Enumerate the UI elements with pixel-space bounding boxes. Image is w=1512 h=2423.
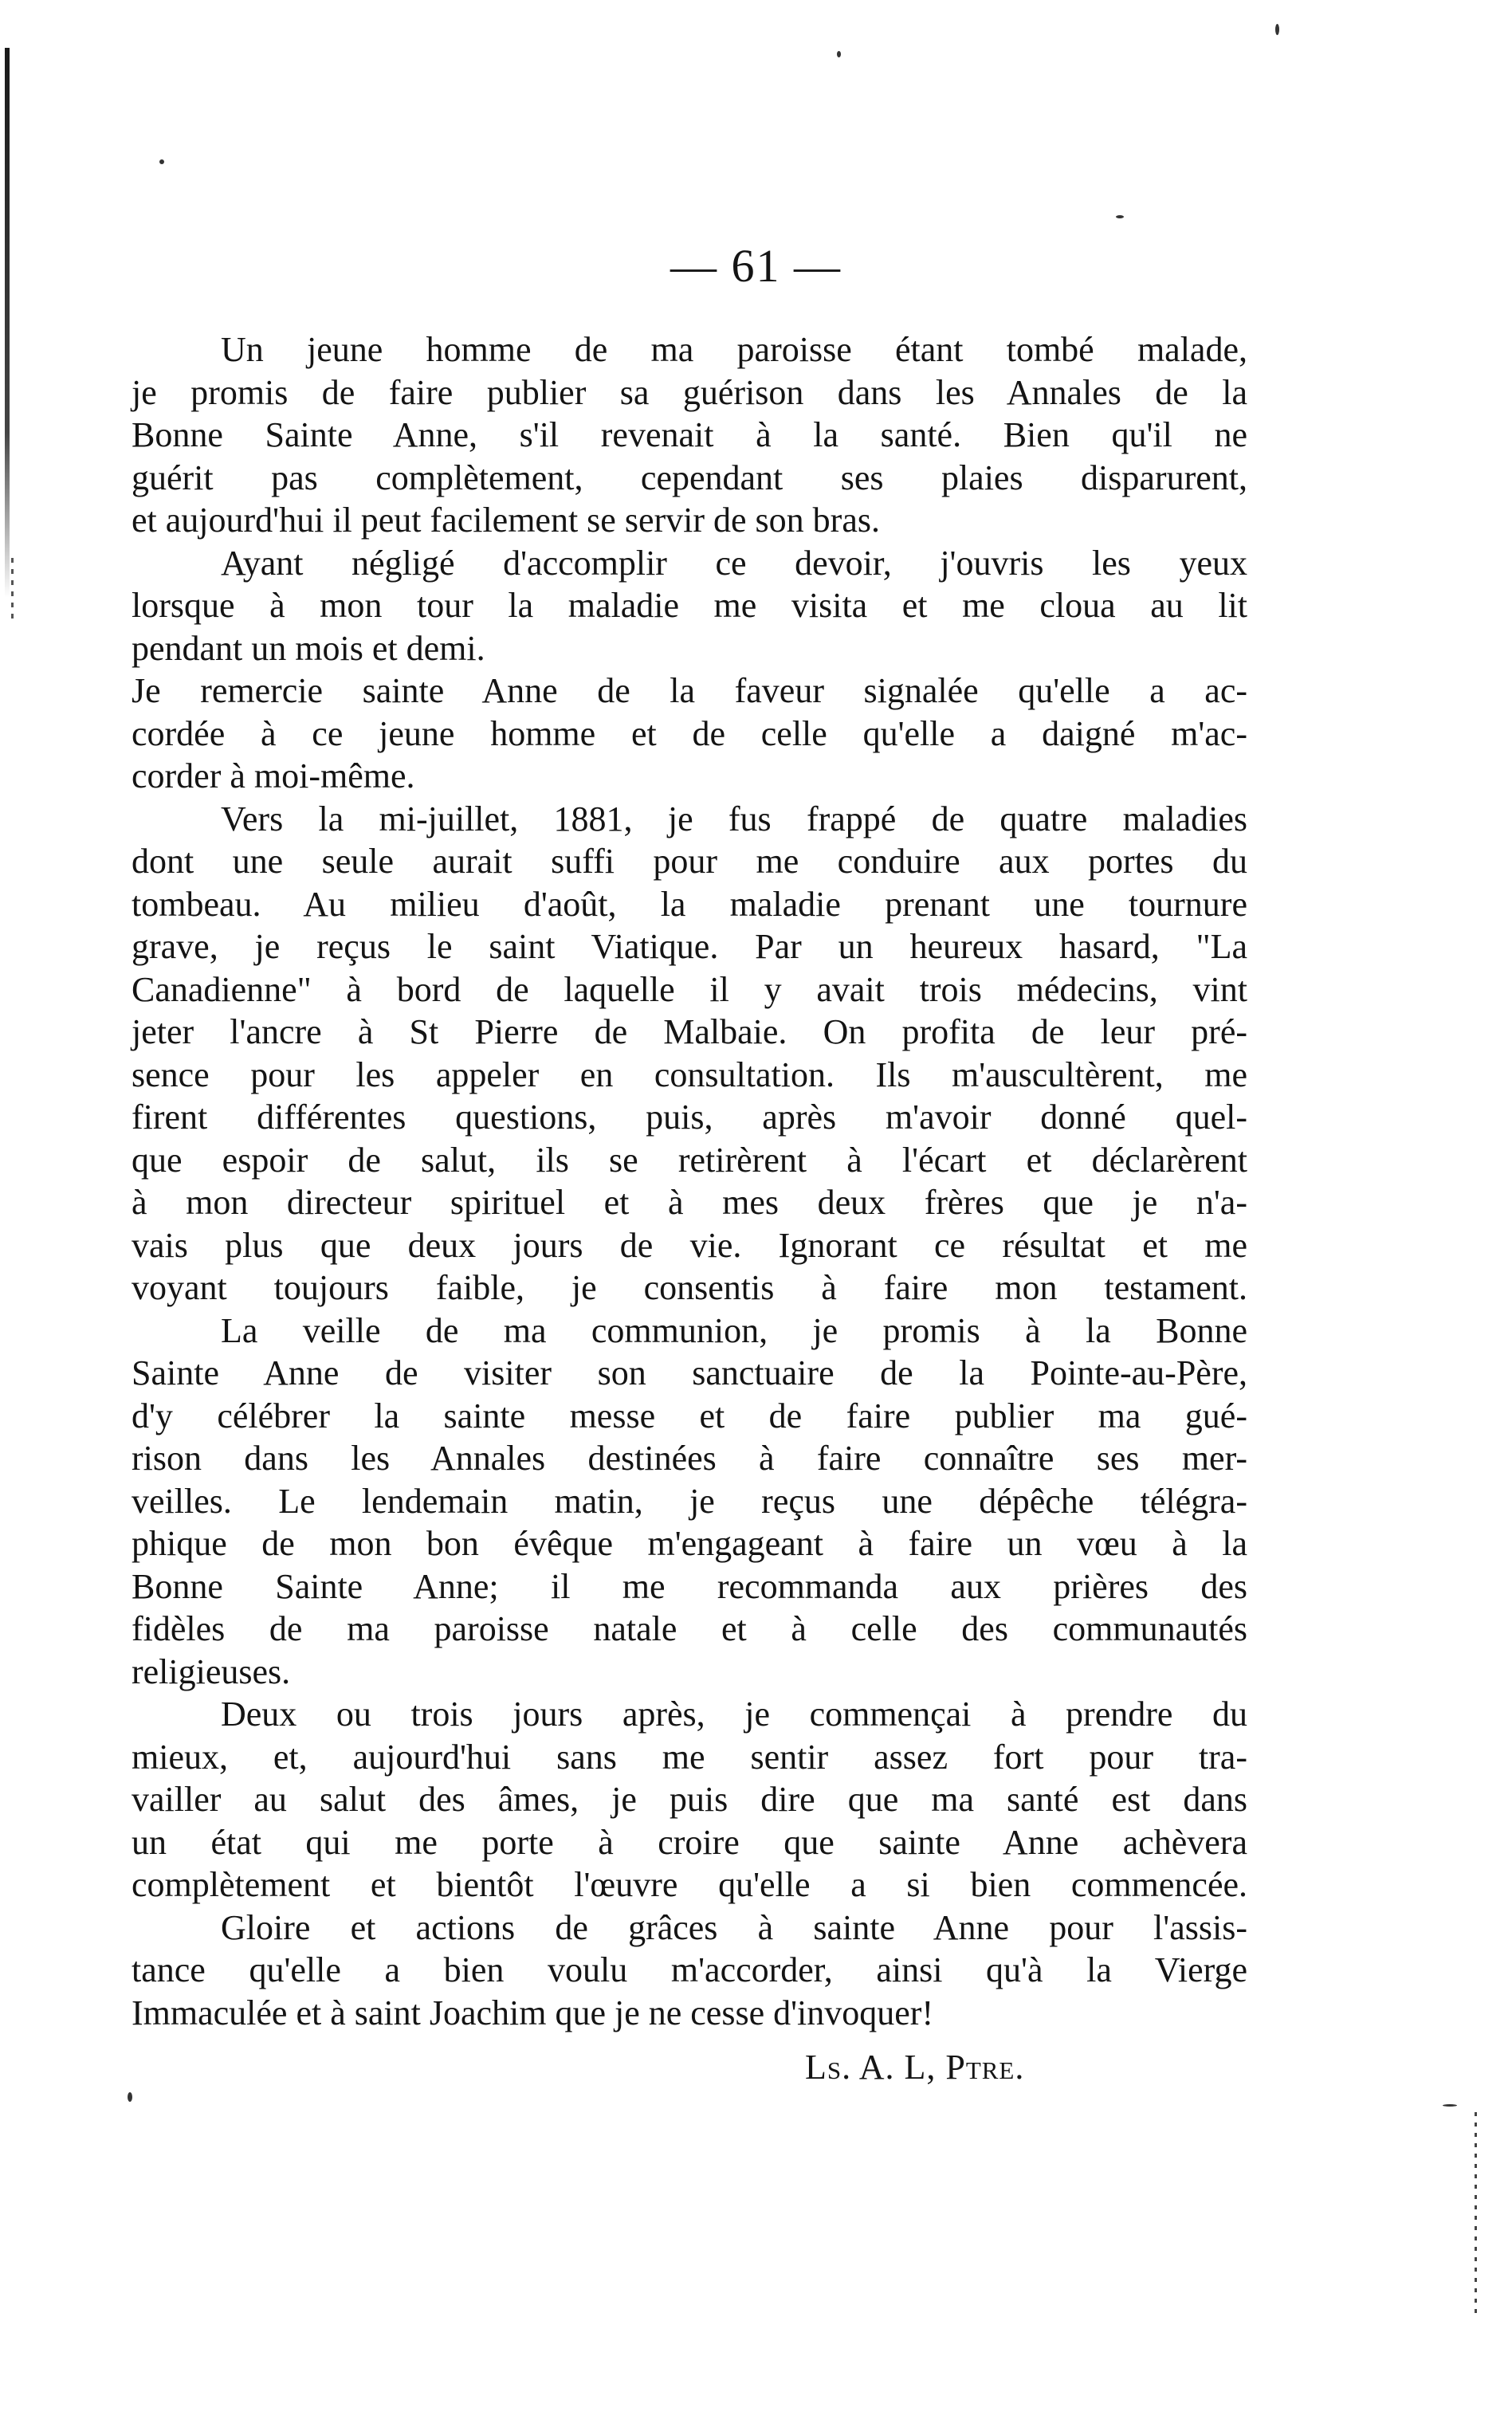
scan-edge-mark-right — [1475, 2112, 1477, 2319]
text-line: lorsque à mon tour la maladie me visita et me cloua au lit — [132, 586, 1247, 625]
paragraph-4 — [132, 798, 1247, 1310]
text-line: Deux ou trois jours après, je commençai à prendre du — [221, 1695, 1247, 1734]
text-line: pendant un mois et demi. — [132, 628, 485, 668]
paragraph-1 — [132, 328, 1247, 542]
scan-speck — [159, 159, 164, 164]
paragraph-5 — [132, 1310, 1247, 1694]
text-line: d'y célébrer la sainte messe et de faire publier ma gué- — [132, 1396, 1247, 1435]
text-line: et aujourd'hui il peut facilement se servir de son bras. — [132, 501, 880, 540]
text-line: Immaculée et à saint Joachim que je ne cesse d'invoquer! — [132, 1993, 934, 2032]
text-line-content: je promis de faire publier sa guérison dans les Annales de la — [132, 372, 1247, 412]
scan-edge-mark — [5, 48, 10, 598]
scan-speck — [837, 51, 841, 57]
text-line: Canadienne" à bord de laquelle il y avait trois médecins, vint — [132, 969, 1247, 1009]
text-line: La veille de ma communion, je promis à la Bonne — [221, 1310, 1247, 1350]
text-line: Ayant négligé d'accomplir ce devoir, j'ouvris les yeux — [221, 543, 1247, 583]
text-line: cordée à ce jeune homme et de celle qu'elle a daigné m'ac- — [132, 713, 1247, 753]
text-line: mieux, et, aujourd'hui sans me sentir assez fort pour tra- — [132, 1737, 1247, 1777]
text-line: à mon directeur spirituel et à mes deux frères que je n'a- — [132, 1183, 1247, 1222]
text-line: vailler au salut des âmes, je puis dire que ma santé est dans — [132, 1780, 1247, 1819]
text-line: guérit pas complètement, cependant ses plaies disparurent, — [132, 458, 1247, 497]
text-line: Gloire et actions de grâces à sainte Anne pour l'assis- — [221, 1907, 1247, 1947]
text-line: sence pour les appeler en consultation. Ils m'auscultèrent, me — [132, 1054, 1247, 1094]
scan-speck — [128, 2092, 132, 2102]
text-line: firent différentes questions, puis, après m'avoir donné quel- — [132, 1098, 1247, 1137]
scan-speck — [1443, 2104, 1457, 2107]
text-line: Vers la mi-juillet, 1881, je fus frappé de quatre maladies — [221, 799, 1247, 838]
text-line: fidèles de ma paroisse natale et à celle des communautés — [132, 1609, 1247, 1648]
text-line: complètement et bientôt l'œuvre qu'elle a si bien commencée. — [132, 1865, 1247, 1904]
paragraph-6 — [132, 1693, 1247, 1907]
text-line: corder à moi-même. — [132, 756, 415, 795]
paragraph-7 — [132, 1907, 1247, 2035]
text-line — [132, 371, 1247, 414]
text-line: Je remercie sainte Anne de la faveur signalée qu'elle a ac- — [132, 671, 1247, 710]
scan-edge-dots — [11, 558, 14, 622]
text-line: religieuses. — [132, 1651, 291, 1691]
text-line: Bonne Sainte Anne, s'il revenait à la santé. Bien qu'il ne — [132, 415, 1247, 454]
text-line: phique de mon bon évêque m'engageant à faire un vœu à la — [132, 1524, 1247, 1563]
text-line: que espoir de salut, ils se retirèrent à l'écart et déclarèrent — [132, 1140, 1247, 1180]
scan-speck — [1275, 24, 1279, 35]
text-line: Un jeune homme de ma paroisse étant tombé malade, — [221, 330, 1247, 369]
text-line: Bonne Sainte Anne; il me recommanda aux prières des — [132, 1566, 1247, 1606]
paragraph-2 — [132, 542, 1247, 670]
page-number: — 61 — — [670, 240, 842, 292]
text-line: rison dans les Annales destinées à faire connaître ses mer- — [132, 1439, 1247, 1478]
body-text — [132, 328, 1247, 2034]
text-line: vais plus que deux jours de vie. Ignorant ce résultat et me — [132, 1225, 1247, 1265]
text-line: tance qu'elle a bien voulu m'accorder, ainsi qu'à la Vierge — [132, 1950, 1247, 1989]
paragraph-3 — [132, 670, 1247, 798]
text-line: un état qui me porte à croire que sainte Anne achèvera — [132, 1822, 1247, 1862]
signature: Ls. A. L, Ptre. — [805, 2048, 1025, 2087]
text-line: Sainte Anne de visiter son sanctuaire de la Pointe-au-Père, — [132, 1353, 1247, 1392]
text-line: tombeau. Au milieu d'août, la maladie prenant une tournure — [132, 884, 1247, 924]
scan-speck — [1116, 215, 1124, 218]
text-line: voyant toujours faible, je consentis à faire mon testament. — [132, 1268, 1247, 1307]
text-line: grave, je reçus le saint Viatique. Par un heureux hasard, "La — [132, 927, 1247, 966]
text-line: dont une seule aurait suffi pour me conduire aux portes du — [132, 842, 1247, 881]
text-line: veilles. Le lendemain matin, je reçus une dépêche télégra- — [132, 1481, 1247, 1521]
text-line: jeter l'ancre à St Pierre de Malbaie. On profita de leur pré- — [132, 1012, 1247, 1051]
